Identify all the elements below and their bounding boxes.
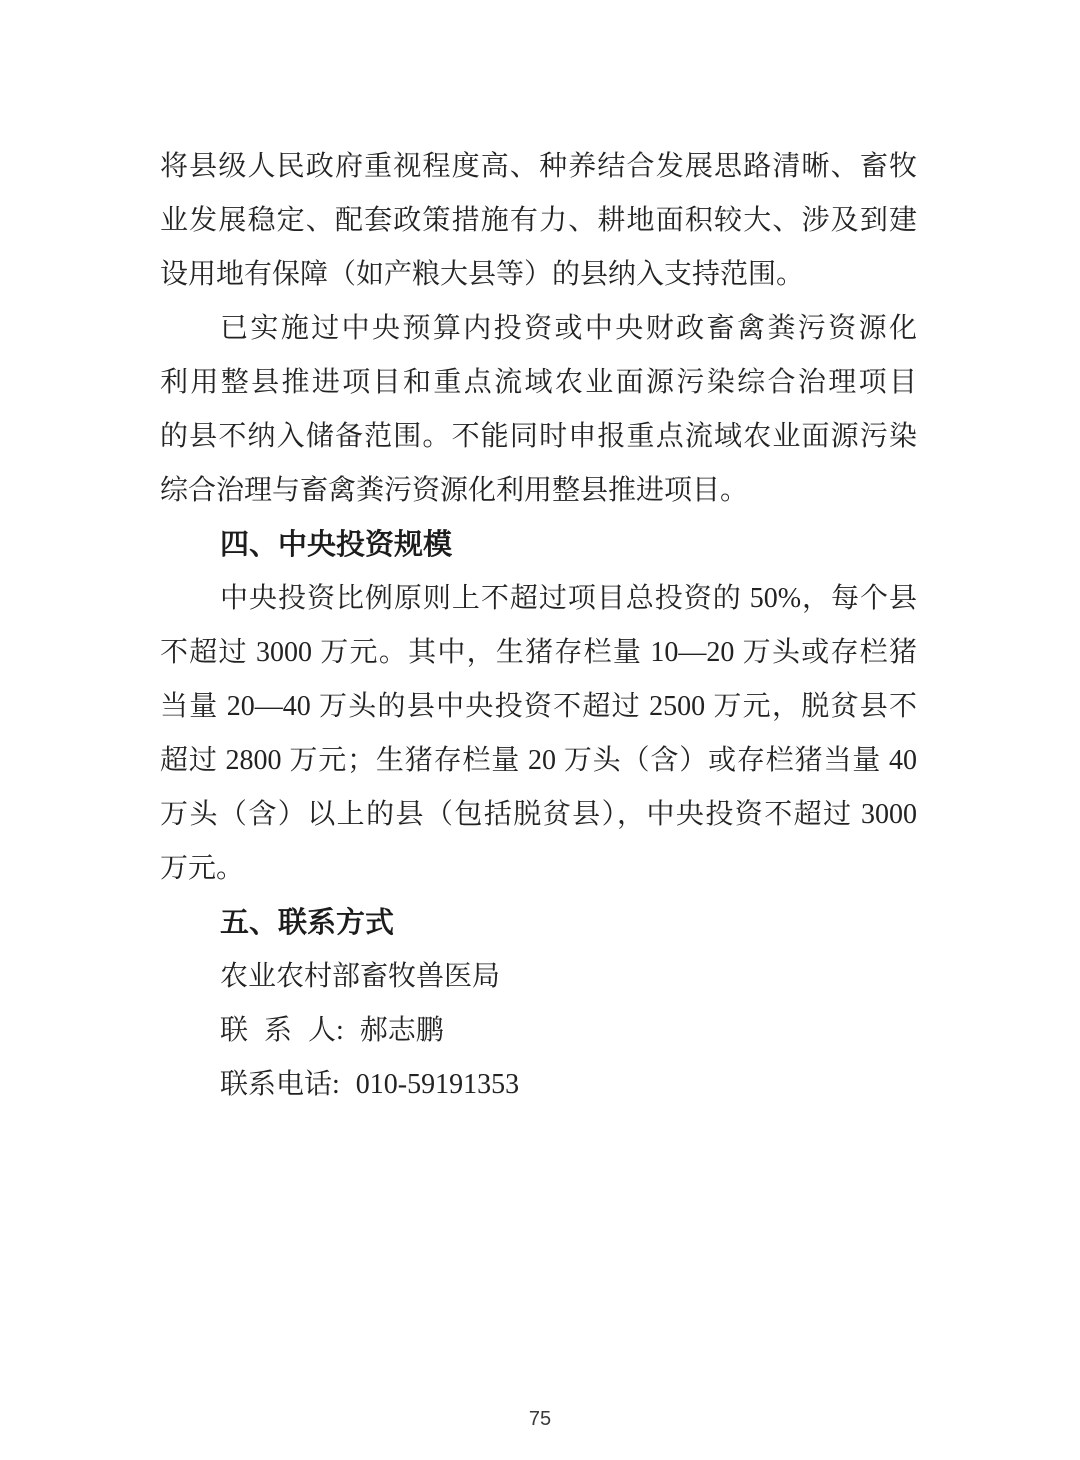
contact-person: 联 系 人: 郝志鹏 — [220, 1015, 444, 1046]
paragraph-line: 设用地有保障（如产粮大县等）的县纳入支持范围。 — [160, 259, 805, 290]
paragraph-line: 超过 2800 万元；生猪存栏量 20 万头（含）或存栏猪当量 40 — [160, 745, 917, 776]
paragraph-line: 利用整县推进项目和重点流域农业面源污染综合治理项目 — [160, 367, 917, 398]
paragraph-line: 综合治理与畜禽粪污资源化利用整县推进项目。 — [160, 475, 749, 506]
document-body — [160, 140, 917, 1112]
section-heading-contact-info: 五、联系方式 — [220, 907, 395, 939]
paragraph-line: 中央投资比例原则上不超过项目总投资的 50%，每个县 — [220, 583, 917, 614]
paragraph-line: 已实施过中央预算内投资或中央财政畜禽粪污资源化 — [220, 313, 917, 344]
contact-agency: 农业农村部畜牧兽医局 — [220, 961, 501, 992]
contact-phone: 联系电话: 010-59191353 — [220, 1069, 520, 1100]
paragraph-line: 万头（含）以上的县（包括脱贫县），中央投资不超过 3000 — [160, 799, 917, 830]
paragraph-line: 业发展稳定、配套政策措施有力、耕地面积较大、涉及到建 — [160, 205, 917, 236]
paragraph-line: 万元。 — [160, 853, 245, 884]
page-number: 75 — [528, 1408, 552, 1430]
paragraph-line: 不超过 3000 万元。其中，生猪存栏量 10—20 万头或存栏猪 — [160, 637, 917, 668]
paragraph-line: 将县级人民政府重视程度高、种养结合发展思路清晰、畜牧 — [160, 151, 917, 182]
paragraph-line: 当量 20—40 万头的县中央投资不超过 2500 万元，脱贫县不 — [160, 691, 917, 722]
paragraph-line: 的县不纳入储备范围。不能同时申报重点流域农业面源污染 — [160, 421, 917, 452]
section-heading-investment-scale: 四、中央投资规模 — [220, 529, 453, 561]
